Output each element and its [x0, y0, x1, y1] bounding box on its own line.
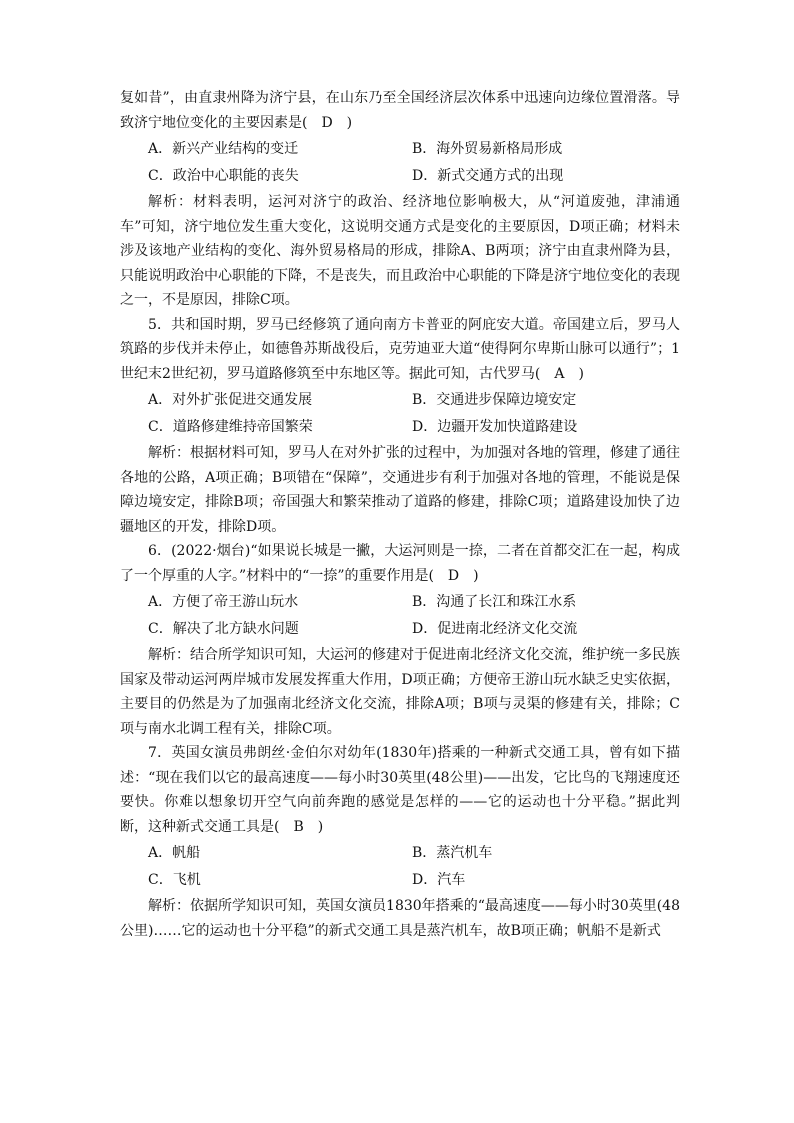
question-7-option-c: C．飞机 — [148, 871, 201, 888]
question-7-analysis: 解析：依据所学知识可知，英国女演员1830年搭乘的“最高速度——每小时30英里(48公里)……它的运动也十分平稳”的新式交通工具是蒸汽机车，故B项正确；帆船不是新式 — [120, 898, 680, 939]
question-6-option-a: A．方便了帝王游山玩水 — [148, 594, 299, 610]
question-5-stem: 5．共和国时期，罗马已经修筑了通向南方卡普亚的阿庇安大道。帝国建立后，罗马人筑路的步伐并未停止，如德鲁苏斯战役后，克劳迪亚大道“使得阿尔卑斯山脉可以通行”；1世纪末2世纪初，罗马道路修筑至中东地区等。据此可知，古代罗马( A ) — [120, 316, 680, 382]
question-4-option-c: C．政治中心职能的丧失 — [148, 167, 299, 184]
question-5-option-d: D．边疆开发加快道路建设 — [412, 418, 578, 435]
question-5-options-row-2 — [120, 415, 680, 440]
question-7-option-a: A．帆船 — [148, 845, 201, 861]
question-5 — [120, 313, 680, 540]
question-6-stem: 6．(2022·烟台)“如果说长城是一撇，大运河则是一捺，二者在首都交汇在一起，构成了一个厚重的人字。”材料中的“一捺”的重要作用是( D ) — [120, 543, 680, 584]
question-5-options-row-1 — [120, 388, 680, 413]
question-4-option-b: B．海外贸易新格局形成 — [412, 141, 563, 157]
question-4-option-a: A．新兴产业结构的变迁 — [148, 141, 299, 157]
question-7-options-row-1 — [120, 841, 680, 866]
question-6-option-c: C．解决了北方缺水问题 — [148, 620, 299, 637]
question-6-option-b: B．沟通了长江和珠江水系 — [412, 594, 577, 610]
question-6 — [120, 539, 680, 741]
question-4 — [120, 86, 680, 313]
question-7 — [120, 741, 680, 943]
document-page — [120, 86, 680, 943]
question-4-analysis: 解析：材料表明，运河对济宁的政治、经济地位影响极大，从“河道废弛，津浦通车”可知，济宁地位发生重大变化，这说明交通方式是变化的主要原因，D项正确；材料未涉及该地产业结构的变化、海外贸易格局的形成，排除A、B两项；济宁由直隶州降为县，只能说明政治中心职能的下降，不是丧失，而且政治中心职能的下降是济宁地位变化的表现之一，不是原因，排除C项。 — [120, 194, 680, 308]
question-5-option-b: B．交通进步保障边境安定 — [412, 392, 577, 408]
question-7-stem: 7．英国女演员弗朗丝·金伯尔对幼年(1830年)搭乘的一种新式交通工具，曾有如下描述：“现在我们以它的最高速度——每小时30英里(48公里)——出发，它比鸟的飞翔速度还要快。你难以想象切开空气向前奔跑的感觉是怎样的——它的运动也十分平稳。”据此判断，这种新式交通工具是( B ) — [120, 745, 680, 835]
question-7-option-d: D．汽车 — [412, 871, 466, 888]
question-4-options-row-1 — [120, 137, 680, 162]
question-6-options-row-1 — [120, 590, 680, 615]
question-6-analysis: 解析：结合所学知识可知，大运河的修建对于促进南北经济文化交流，维护统一多民族国家及带动运河两岸城市发展发挥重大作用，D项正确；方便帝王游山玩水缺乏史实依据，主要目的仍然是为了加强南北经济文化交流，排除A项；B项与灵渠的修建有关，排除；C项与南水北调工程有关，排除C项。 — [120, 647, 680, 737]
question-5-option-a: A．对外扩张促进交通发展 — [148, 392, 313, 408]
question-6-option-d: D．促进南北经济文化交流 — [412, 620, 578, 637]
question-4-option-d: D．新式交通方式的出现 — [412, 167, 564, 184]
question-6-options-row-2 — [120, 617, 680, 642]
question-7-options-row-2 — [120, 868, 680, 893]
question-5-option-c: C．道路修建维持帝国繁荣 — [148, 418, 313, 435]
question-7-option-b: B．蒸汽机车 — [412, 845, 493, 861]
question-5-analysis: 解析：根据材料可知，罗马人在对外扩张的过程中，为加强对各地的管理，修建了通往各地的公路，A项正确；B项错在“保障”，交通进步有利于加强对各地的管理，不能说是保障边境安定，排除B项；帝国强大和繁荣推动了道路的修建，排除C项；道路建设加快了边疆地区的开发，排除D项。 — [120, 445, 680, 535]
question-4-options-row-2 — [120, 164, 680, 189]
question-4-stem: 复如昔”，由直隶州降为济宁县，在山东乃至全国经济层次体系中迅速向边缘位置滑落。导致济宁地位变化的主要因素是( D ) — [120, 90, 680, 131]
